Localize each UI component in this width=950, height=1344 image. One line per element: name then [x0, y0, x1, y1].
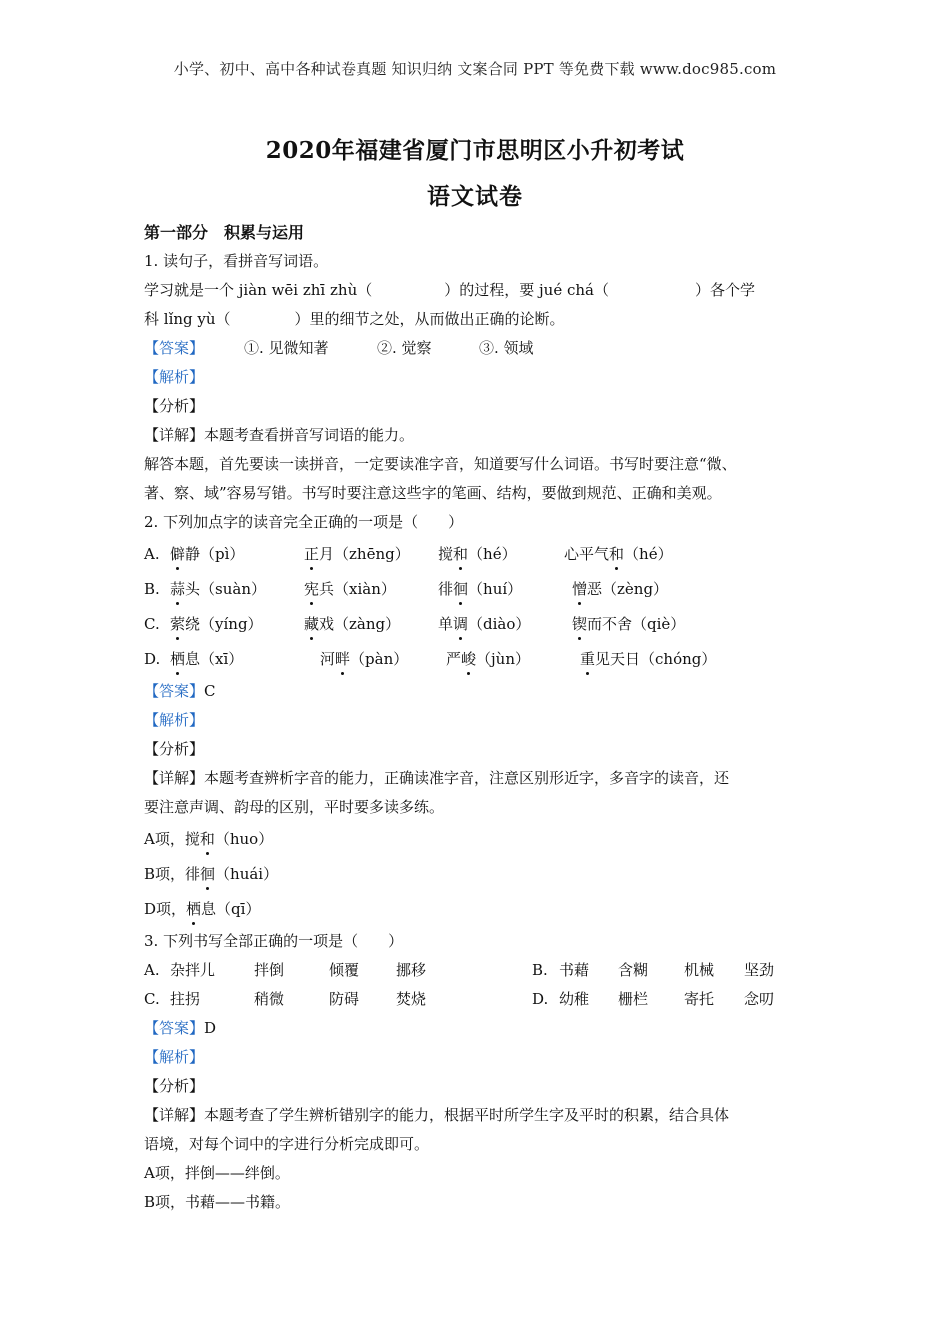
option-word: 机械: [684, 961, 715, 979]
q1-answer: [144, 334, 812, 363]
answer-tag: 【答案】: [144, 682, 205, 700]
answer-tag: 【答案】: [144, 1019, 205, 1037]
analysis-tag: 【解析】: [144, 368, 205, 386]
option-word: 憎恶（zèng）: [572, 572, 668, 607]
q2-option-c: [144, 607, 812, 642]
analysis-tag: 【解析】: [144, 711, 205, 729]
q2-reason-d: D项，栖息（qī）: [144, 892, 812, 927]
analysis-tag: 【解析】: [144, 1048, 205, 1066]
q1-text: 学习就是一个 jiàn wēi zhī zhù（: [144, 281, 373, 299]
page-header: 小学、初中、高中各种试卷真题 知识归纳 文案合同 PPT 等免费下载 www.doc985.com: [173, 60, 777, 78]
q3-detail-1: 【详解】本题考查了学生辨析错别字的能力，根据平时所学生字及平时的积累，结合具体: [144, 1106, 730, 1124]
detail-tag: 【详解】: [144, 1106, 205, 1124]
q2-detail-1: 【详解】本题考查辨析字音的能力，正确读准字音，注意区别形近字，多音字的读音，还: [144, 769, 730, 787]
exam-title: 2020年福建省厦门市思明区小升初考试: [265, 137, 685, 164]
q3-options-ab: [144, 956, 812, 985]
option-label: C.: [144, 990, 160, 1008]
option-word: 宪兵（xiàn）: [304, 572, 396, 607]
option-word: 稍微: [254, 990, 285, 1008]
option-word: 徘徊（huí）: [438, 572, 522, 607]
q1-text: ）的过程，要 jué chá（: [444, 281, 609, 299]
option-word: 寄托: [684, 990, 715, 1008]
option-word: 倾覆: [329, 961, 360, 979]
q1-answer-1: ①. 见微知著: [244, 339, 329, 357]
option-word: 藏戏（zàng）: [304, 607, 400, 642]
detail-tag: 【详解】: [144, 769, 205, 787]
q2-option-b: [144, 572, 812, 607]
q1-detail: [144, 421, 812, 450]
option-label: B.: [144, 580, 160, 598]
q1-explain-1: 解答本题，首先要读一读拼音，一定要读准字音，知道要写什么词语。书写时要注意“微、: [144, 455, 737, 473]
q2-reason-b: B项，徘徊（huái）: [144, 857, 812, 892]
section-heading: 第一部分 积累与运用: [144, 223, 305, 242]
option-label: D.: [532, 990, 549, 1008]
q2-option-d: [144, 642, 812, 677]
q3-reason-a: A项，拌倒——绊倒。: [144, 1164, 290, 1182]
option-word: 正月（zhēng）: [304, 537, 410, 572]
fenxi-tag: 【分析】: [144, 397, 205, 415]
q2-answer: [144, 677, 812, 706]
q2-answer-value: C: [204, 682, 216, 700]
q3-answer: [144, 1014, 812, 1043]
q1-stem: 1. 读句子，看拼音写词语。: [144, 252, 329, 270]
option-word: 严峻（jùn）: [446, 642, 530, 677]
q2-option-a: [144, 537, 812, 572]
q1-text: ）里的细节之处，从而做出正确的论断。: [294, 310, 565, 328]
option-word: 杂拌儿: [170, 961, 216, 979]
q3-detail-2: 语境，对每个词中的字进行分析完成即可。: [144, 1135, 430, 1153]
q1-detail-text: 本题考查看拼音写词语的能力。: [204, 426, 415, 444]
option-word: 重见天日（chóng）: [580, 642, 716, 677]
option-word: 栖息（xī）: [170, 642, 243, 677]
option-label: D.: [144, 650, 161, 668]
option-label: B.: [532, 961, 548, 979]
option-word: 书藉: [559, 961, 590, 979]
q2-detail-2: 要注意声调、韵母的区别，平时要多读多练。: [144, 798, 445, 816]
option-word: 僻静（pì）: [170, 537, 244, 572]
q2-reason-a: A项，搅和（huo）: [144, 822, 812, 857]
q1-sentence-line2: [144, 305, 812, 334]
fenxi-tag: 【分析】: [144, 740, 205, 758]
option-word: 萦绕（yíng）: [170, 607, 263, 642]
q1-answer-2: ②. 觉察: [377, 339, 432, 357]
q1-text: 科 lǐng yù（: [144, 310, 231, 328]
option-word: 拌倒: [254, 961, 285, 979]
option-word: 防碍: [329, 990, 360, 1008]
option-word: 含糊: [618, 961, 649, 979]
option-word: 搅和（hé）: [438, 537, 517, 572]
q3-reason-b: B项，书藉——书籍。: [144, 1193, 291, 1211]
option-label: A.: [144, 961, 160, 979]
q2-stem: 2. 下列加点字的读音完全正确的一项是（ ）: [144, 513, 464, 531]
option-label: C.: [144, 615, 160, 633]
q1-explain-2: 著、察、域”容易写错。书写时要注意这些字的笔画、结构，要做到规范、正确和美观。: [144, 484, 722, 502]
option-word: 河畔（pàn）: [320, 642, 408, 677]
q1-text: ）各个学: [694, 281, 755, 299]
option-label: A.: [144, 545, 160, 563]
exam-subtitle: 语文试卷: [427, 183, 523, 210]
option-word: 挪移: [396, 961, 427, 979]
answer-tag: 【答案】: [144, 339, 205, 357]
option-word: 幼稚: [559, 990, 590, 1008]
q1-sentence-line1: [144, 276, 812, 305]
option-word: 蒜头（suàn）: [170, 572, 266, 607]
fenxi-tag: 【分析】: [144, 1077, 205, 1095]
document-body: [144, 218, 812, 1217]
option-word: 心平气和（hé）: [564, 537, 673, 572]
option-word: 栅栏: [618, 990, 649, 1008]
option-word: 拄拐: [170, 990, 201, 1008]
option-word: 单调（diào）: [438, 607, 530, 642]
option-word: 焚烧: [396, 990, 427, 1008]
option-word: 坚劲: [744, 961, 775, 979]
option-word: 锲而不舍（qiè）: [572, 607, 685, 642]
q3-stem: 3. 下列书写全部正确的一项是（ ）: [144, 932, 404, 950]
q1-answer-3: ③. 领域: [479, 339, 534, 357]
detail-tag: 【详解】: [144, 426, 205, 444]
q3-options-cd: [144, 985, 812, 1014]
option-word: 念叨: [744, 990, 775, 1008]
q3-answer-value: D: [204, 1019, 217, 1037]
